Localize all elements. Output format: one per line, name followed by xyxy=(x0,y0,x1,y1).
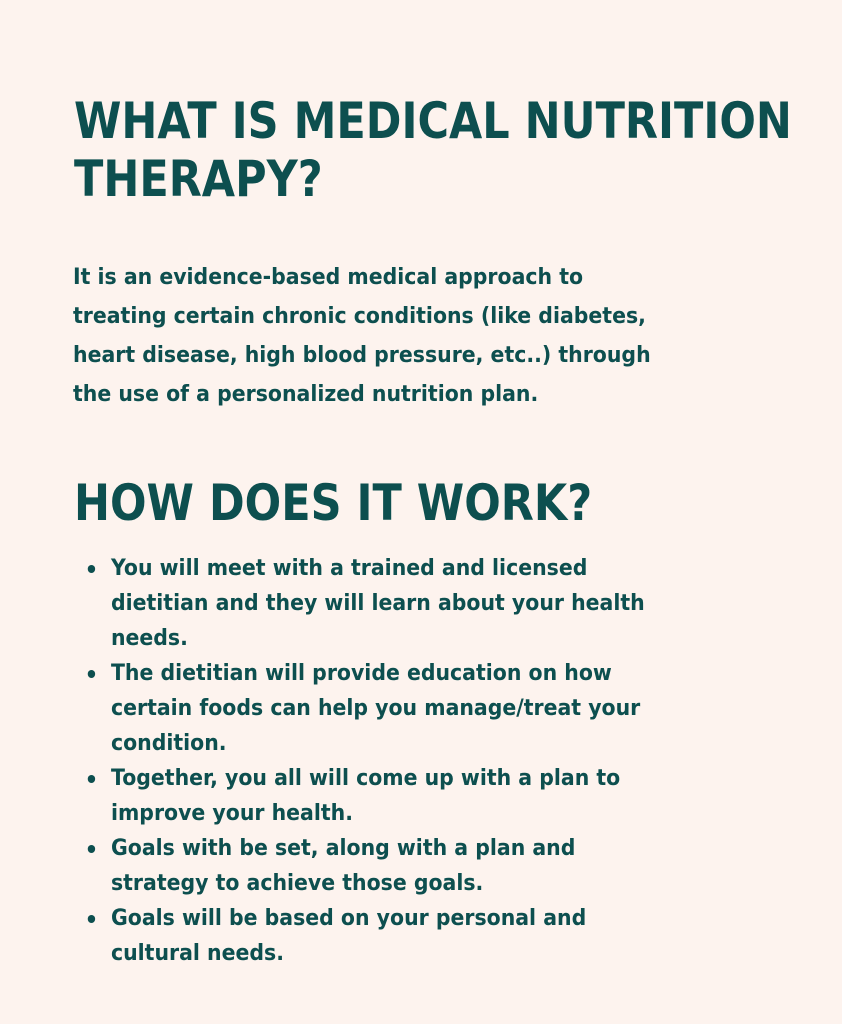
list-item xyxy=(84,901,645,971)
list-item-line: needs. xyxy=(110,626,188,651)
bullet-icon xyxy=(88,845,95,853)
bullet-list xyxy=(84,551,645,971)
list-item-line: Goals will be based on your personal and xyxy=(110,906,587,931)
list-item-line: Together, you all will come up with a plan to xyxy=(110,766,621,791)
intro-paragraph xyxy=(73,258,724,414)
bullet-icon xyxy=(88,670,95,678)
list-item-line: cultural needs. xyxy=(110,941,284,966)
section-heading: HOW DOES IT WORK? xyxy=(74,474,593,532)
bullet-icon xyxy=(88,775,95,783)
list-item xyxy=(84,551,645,656)
page-title-line-2: THERAPY? xyxy=(74,150,323,208)
bullet-icon xyxy=(88,915,95,923)
page-title xyxy=(74,92,792,208)
list-item-line: certain foods can help you manage/treat your xyxy=(110,696,641,721)
intro-line: the use of a personalized nutrition plan. xyxy=(73,382,539,407)
list-item xyxy=(84,761,645,831)
list-item-line: Goals with be set, along with a plan and xyxy=(110,836,576,861)
page-title-line-1: WHAT IS MEDICAL NUTRITION xyxy=(74,92,792,150)
list-item-line: dietitian and they will learn about your health xyxy=(110,591,645,616)
intro-line: heart disease, high blood pressure, etc..) through xyxy=(73,343,651,368)
list-item-line: condition. xyxy=(110,731,227,756)
intro-line: It is an evidence-based medical approach to xyxy=(73,265,584,290)
list-item-line: You will meet with a trained and licensed xyxy=(110,556,588,581)
bullet-icon xyxy=(88,565,95,573)
list-item-line: The dietitian will provide education on how xyxy=(110,661,612,686)
list-item-line: improve your health. xyxy=(110,801,353,826)
intro-line: treating certain chronic conditions (like diabetes, xyxy=(73,304,646,329)
list-item-line: strategy to achieve those goals. xyxy=(110,871,484,896)
list-item xyxy=(84,656,645,761)
list-item xyxy=(84,831,645,901)
